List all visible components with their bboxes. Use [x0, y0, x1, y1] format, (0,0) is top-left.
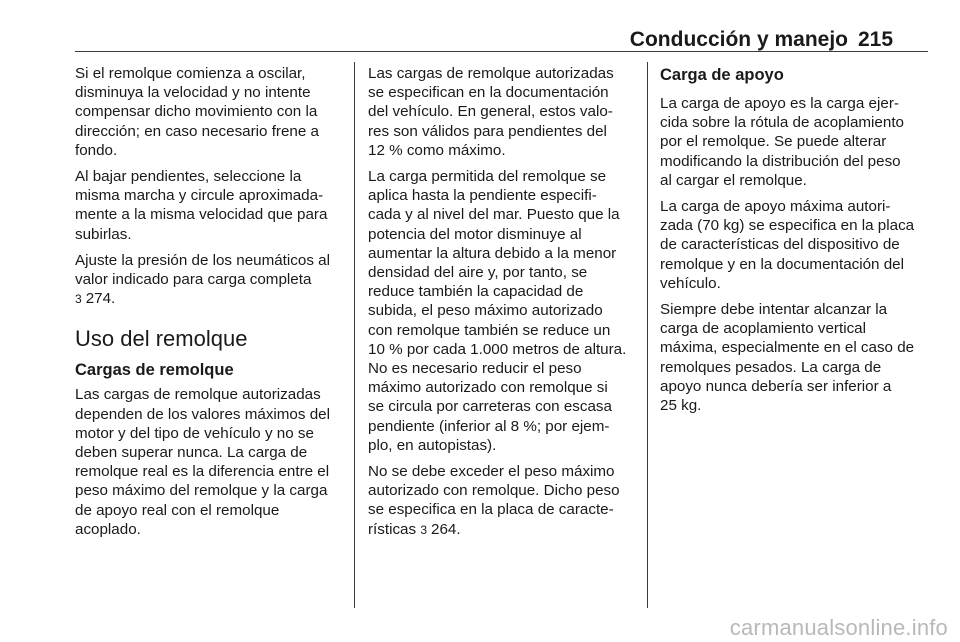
text-line: compensar dicho movimiento con la	[75, 103, 318, 121]
paragraph-support-load-def	[660, 94, 928, 190]
paragraph-support-load-advice	[660, 300, 928, 415]
paragraph-trailer-loads	[75, 385, 343, 539]
text-line: disminuya la velocidad y no intente	[75, 84, 311, 102]
text-line: autorizado con remolque. Dicho peso	[368, 482, 620, 500]
cross-reference-page: 274.	[85, 290, 116, 308]
text-line: vehículo.	[660, 274, 721, 292]
text-line: La carga permitida del remolque se	[368, 168, 607, 186]
section-heading: Uso del remolque	[75, 326, 248, 352]
text-line: fondo.	[75, 141, 118, 159]
paragraph-authorized-loads	[368, 64, 636, 160]
text-line: 12 % como máximo.	[368, 141, 506, 159]
text-line: Si el remolque comienza a oscilar,	[75, 65, 306, 82]
text-line: del vehículo. En general, estos valo-	[368, 103, 613, 121]
text-line: apoyo nunca debería ser inferior a	[660, 377, 892, 395]
text-line: Siempre debe intentar alcanzar la	[660, 301, 888, 319]
cross-reference-264[interactable]	[420, 521, 460, 538]
text-line: por el remolque. Se puede alterar	[660, 133, 887, 151]
text-line: máximo autorizado con remolque si	[368, 379, 608, 397]
text-line: 25 kg.	[660, 397, 702, 415]
cross-reference-274[interactable]	[75, 289, 343, 309]
text-line: deben superar nunca. La carga de	[75, 444, 308, 462]
text-line: mente a la misma velocidad que para	[75, 206, 328, 224]
cross-reference-icon: 3	[420, 522, 428, 537]
text-line: dependen de los valores máximos del	[75, 405, 330, 423]
text-line: de características del dispositivo de	[660, 236, 900, 254]
subheading-trailer-loads: Cargas de remolque	[75, 361, 234, 380]
text-line: se especifican en la documentación	[368, 84, 609, 102]
paragraph-tyre-pressure-text	[75, 251, 343, 289]
column-2	[368, 64, 636, 547]
cross-reference-page: 264.	[431, 520, 461, 538]
page-header-title: Conducción y manejo	[629, 28, 848, 51]
text-line: cida sobre la rótula de acoplamiento	[660, 114, 904, 132]
text-line: La carga de apoyo es la carga ejer-	[660, 95, 899, 112]
text-line: remolque real es la diferencia entre el	[75, 463, 330, 481]
text-line: remolque y en la documentación del	[660, 255, 904, 273]
paragraph-support-load-max	[660, 197, 928, 293]
text-line: reduce también la capacidad de	[368, 283, 584, 301]
last-line-text: rísticas	[368, 520, 417, 538]
column-1	[75, 64, 343, 546]
text-line: No se debe exceder el peso máximo	[368, 463, 615, 481]
text-line: La carga de apoyo máxima autori-	[660, 198, 891, 216]
text-line: acoplado.	[75, 520, 141, 538]
cross-reference-icon: 3	[75, 292, 82, 307]
text-line: subida, el peso máximo autorizado	[368, 302, 603, 320]
text-line: zada (70 kg) se especifica en la placa	[660, 217, 915, 235]
text-line: aumentar la altura debido a la menor	[368, 244, 617, 262]
text-line: motor y del tipo de vehículo y no se	[75, 424, 314, 442]
text-line: modificando la distribución del peso	[660, 152, 901, 170]
text-line: densidad del aire y, por tanto, se	[368, 264, 588, 282]
text-line: Las cargas de remolque autorizadas	[368, 65, 614, 82]
text-line: peso máximo del remolque y la carga	[75, 482, 328, 500]
text-line: plo, en autopistas).	[368, 436, 497, 454]
column-3	[660, 64, 928, 422]
paragraph-max-weight-text	[368, 462, 636, 520]
text-line: de apoyo real con el remolque	[75, 501, 280, 519]
text-line: carga de acoplamiento vertical	[660, 320, 866, 338]
column-divider-2	[647, 62, 648, 608]
text-line: No es necesario reducir el peso	[368, 360, 582, 378]
paragraph-tyre-pressure	[75, 251, 343, 310]
paragraph-max-weight-last-line	[368, 520, 636, 540]
paragraph-altitude	[368, 167, 636, 455]
paragraph-max-weight	[368, 462, 636, 540]
text-line: potencia del motor disminuye al	[368, 225, 582, 243]
text-line: res son válidos para pendientes del	[368, 122, 607, 140]
text-line: máxima, especialmente en el caso de	[660, 339, 915, 357]
text-line: aplica hasta la pendiente especifi-	[368, 187, 597, 205]
subheading-support-load: Carga de apoyo	[660, 66, 784, 84]
text-line: se especifica en la placa de caracte-	[368, 501, 614, 519]
column-divider-1	[354, 62, 355, 608]
text-line: misma marcha y circule aproximada-	[75, 187, 324, 205]
text-line: se circula por carreteras con escasa	[368, 398, 612, 416]
text-line: subirlas.	[75, 225, 132, 243]
paragraph-trailer-sway	[75, 64, 343, 160]
text-line: Al bajar pendientes, seleccione la	[75, 168, 302, 186]
watermark: carmanualsonline.info	[729, 615, 948, 640]
text-line: Las cargas de remolque autorizadas	[75, 386, 321, 404]
text-line: Ajuste la presión de los neumáticos al	[75, 251, 330, 269]
header-rule	[75, 51, 928, 52]
text-line: al cargar el remolque.	[660, 171, 807, 189]
text-line: remolques pesados. La carga de	[660, 358, 882, 376]
text-line: dirección; en caso necesario frene a	[75, 122, 319, 140]
text-line: valor indicado para carga completa	[75, 271, 312, 289]
text-line: con remolque también se reduce un	[368, 321, 611, 339]
text-line: 10 % por cada 1.000 metros de altura.	[368, 340, 627, 358]
text-line: pendiente (inferior al 8 %; por ejem-	[368, 417, 610, 435]
page-number: 215	[858, 28, 894, 51]
paragraph-downhill	[75, 167, 343, 244]
text-line: cada y al nivel del mar. Puesto que la	[368, 206, 620, 224]
